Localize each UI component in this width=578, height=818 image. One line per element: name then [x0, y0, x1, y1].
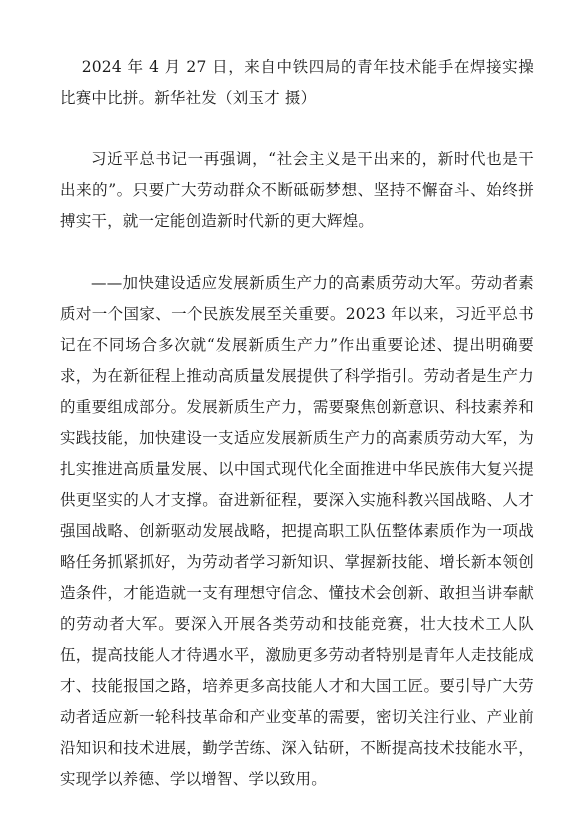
article-paragraph: 习近平总书记一再强调，“社会主义是干出来的，新时代也是干出来的”。只要广大劳动群众不断砥砺梦想、坚持不懈奋斗、始终拼搏实干，就一定能创造新时代新的更大辉煌。	[60, 150, 534, 230]
article-paragraph: ——加快建设适应发展新质生产力的高素质劳动大军。劳动者素质对一个国家、一个民族发展至关重要。2023 年以来，习近平总书记在不同场合多次就“发展新质生产力”作出重要论述、提出明确要求，为在新征程上推动高质量发展提供了科学指引。劳动者是生产力的重要组成部分。发展新质生产力，需要聚焦创新意识、科技素养和实践技能，加快建设一支适应发展新质生产力的高素质劳动大军，为扎实推进高质量发展、以中国式现代化全面推进中华民族伟大复兴提供更坚实的人才支撑。奋进新征程，要深入实施科教兴国战略、人才强国战略、创新驱动发展战略，把提高职工队伍整体素质作为一项战略任务抓紧抓好，为劳动者学习新知识、掌握新技能、增长新本领创造条件，才能造就一支有理想守信念、懂技术会创新、敢担当讲奉献的劳动者大军。要深入开展各类劳动和技能竞赛，壮大技术工人队伍，提高技能人才待遇水平，激励更多劳动者特别是青年人走技能成才、技能报国之路，培养更多高技能人才和大国工匠。要引导广大劳动者适应新一轮科技革命和产业变革的需要，密切关注行业、产业前沿知识和技术进展，勤学苦练、深入钻研，不断提高技术技能水平，实现学以养德、学以增智、学以致用。	[60, 274, 534, 788]
photo-caption: 2024 年 4 月 27 日，来自中铁四局的青年技术能手在焊接实操比赛中比拼。新华社发（刘玉才 摄）	[60, 58, 534, 107]
